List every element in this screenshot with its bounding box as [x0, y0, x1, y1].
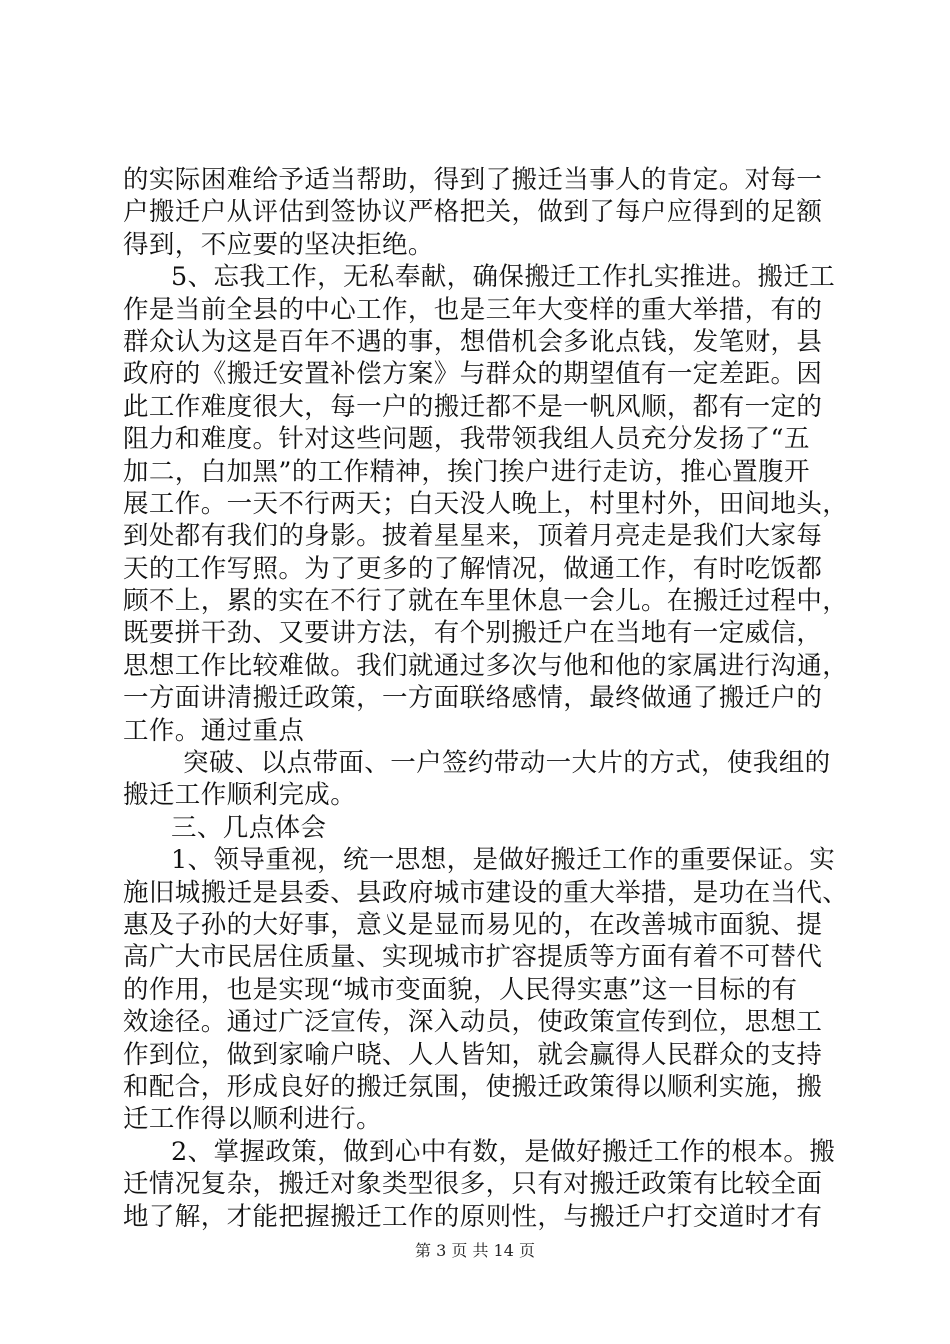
text-line: 作到位，做到家喻户晓、人人皆知，就会赢得人民群众的支持 [123, 1039, 823, 1070]
text-line: 惠及子孙的大好事，意义是显而易见的，在改善城市面貌、提 [123, 909, 823, 940]
text-line: 和配合，形成良好的搬迁氛围，使搬迁政策得以顺利实施，搬 [123, 1071, 823, 1102]
text-line: 阻力和难度。针对这些问题，我带领我组人员充分发扬了“五 [123, 424, 810, 455]
text-line: 突破、以点带面、一户签约带动一大片的方式，使我组的 [183, 748, 831, 779]
text-line: 迁工作得以顺利进行。 [123, 1104, 383, 1135]
text-line: 搬迁工作顺利完成。 [123, 780, 357, 811]
text-line: 此工作难度很大，每一户的搬迁都不是一帆风顺，都有一定的 [123, 391, 823, 422]
text-line: 作是当前全县的中心工作，也是三年大变样的重大举措，有的 [123, 294, 823, 325]
text-line: 2、掌握政策，做到心中有数，是做好搬迁工作的根本。搬 [171, 1136, 836, 1167]
text-line: 1、领导重视，统一思想，是做好搬迁工作的重要保证。实 [171, 845, 836, 876]
paragraph-continuation [123, 164, 833, 261]
section-title: 三、几点体会 [171, 812, 327, 843]
text-line: 高广大市民居住质量、实现城市扩容提质等方面有着不可替代 [123, 942, 823, 973]
text-line: 地了解，才能把握搬迁工作的原则性，与搬迁户打交道时才有 [123, 1201, 823, 1232]
section-heading [123, 812, 833, 844]
text-line: 既要拼干劲、又要讲方法，有个别搬迁户在当地有一定威信， [123, 618, 823, 649]
text-line: 顾不上，累的实在不行了就在车里休息一会儿。在搬迁过程中， [123, 586, 849, 617]
text-line: 天的工作写照。为了更多的了解情况，做通工作，有时吃饭都 [123, 553, 823, 584]
text-line: 得到，不应要的坚决拒绝。 [123, 229, 434, 260]
text-line: 效途径。通过广泛宣传，深入动员，使政策宣传到位，思想工 [123, 1007, 823, 1038]
text-line: 5、忘我工作，无私奉献，确保搬迁工作扎实推进。搬迁工 [171, 262, 836, 293]
text-line: 群众认为这是百年不遇的事，想借机会多讹点钱，发笔财，县 [123, 326, 823, 357]
text-line: 的作用，也是实现“城市变面貌，人民得实惠”这一目标的有 [123, 974, 798, 1005]
text-line: 一方面讲清搬迁政策，一方面联络感情，最终做通了搬迁户的 [123, 683, 823, 714]
text-line: 迁情况复杂，搬迁对象类型很多，只有对搬迁政策有比较全面 [123, 1169, 823, 1200]
paragraph-insight-2 [123, 1136, 836, 1233]
text-line: 工作。通过重点 [123, 715, 305, 746]
paragraph-breakthrough [123, 747, 833, 812]
document-body [123, 164, 849, 1233]
text-line: 展工作。一天不行两天；白天没人晚上，村里村外，田间地头， [123, 488, 849, 519]
page-number-footer: 第 3 页 共 14 页 [415, 1241, 535, 1260]
text-line: 思想工作比较难做。我们就通过多次与他和他的家属进行沟通， [123, 650, 849, 681]
text-line: 加二，白加黑”的工作精神，挨门挨户进行走访，推心置腹开 [123, 456, 810, 487]
text-line: 户搬迁户从评估到签协议严格把关，做到了每户应得到的足额 [123, 197, 823, 228]
text-line: 施旧城搬迁是县委、县政府城市建设的重大举措，是功在当代、 [123, 877, 849, 908]
paragraph-item-5 [123, 261, 849, 747]
text-line: 到处都有我们的身影。披着星星来，顶着月亮走是我们大家每 [123, 521, 823, 552]
paragraph-insight-1 [123, 844, 849, 1136]
text-line: 的实际困难给予适当帮助，得到了搬迁当事人的肯定。对每一 [123, 165, 823, 195]
text-line: 政府的《搬迁安置补偿方案》与群众的期望值有一定差距。因 [123, 359, 823, 390]
